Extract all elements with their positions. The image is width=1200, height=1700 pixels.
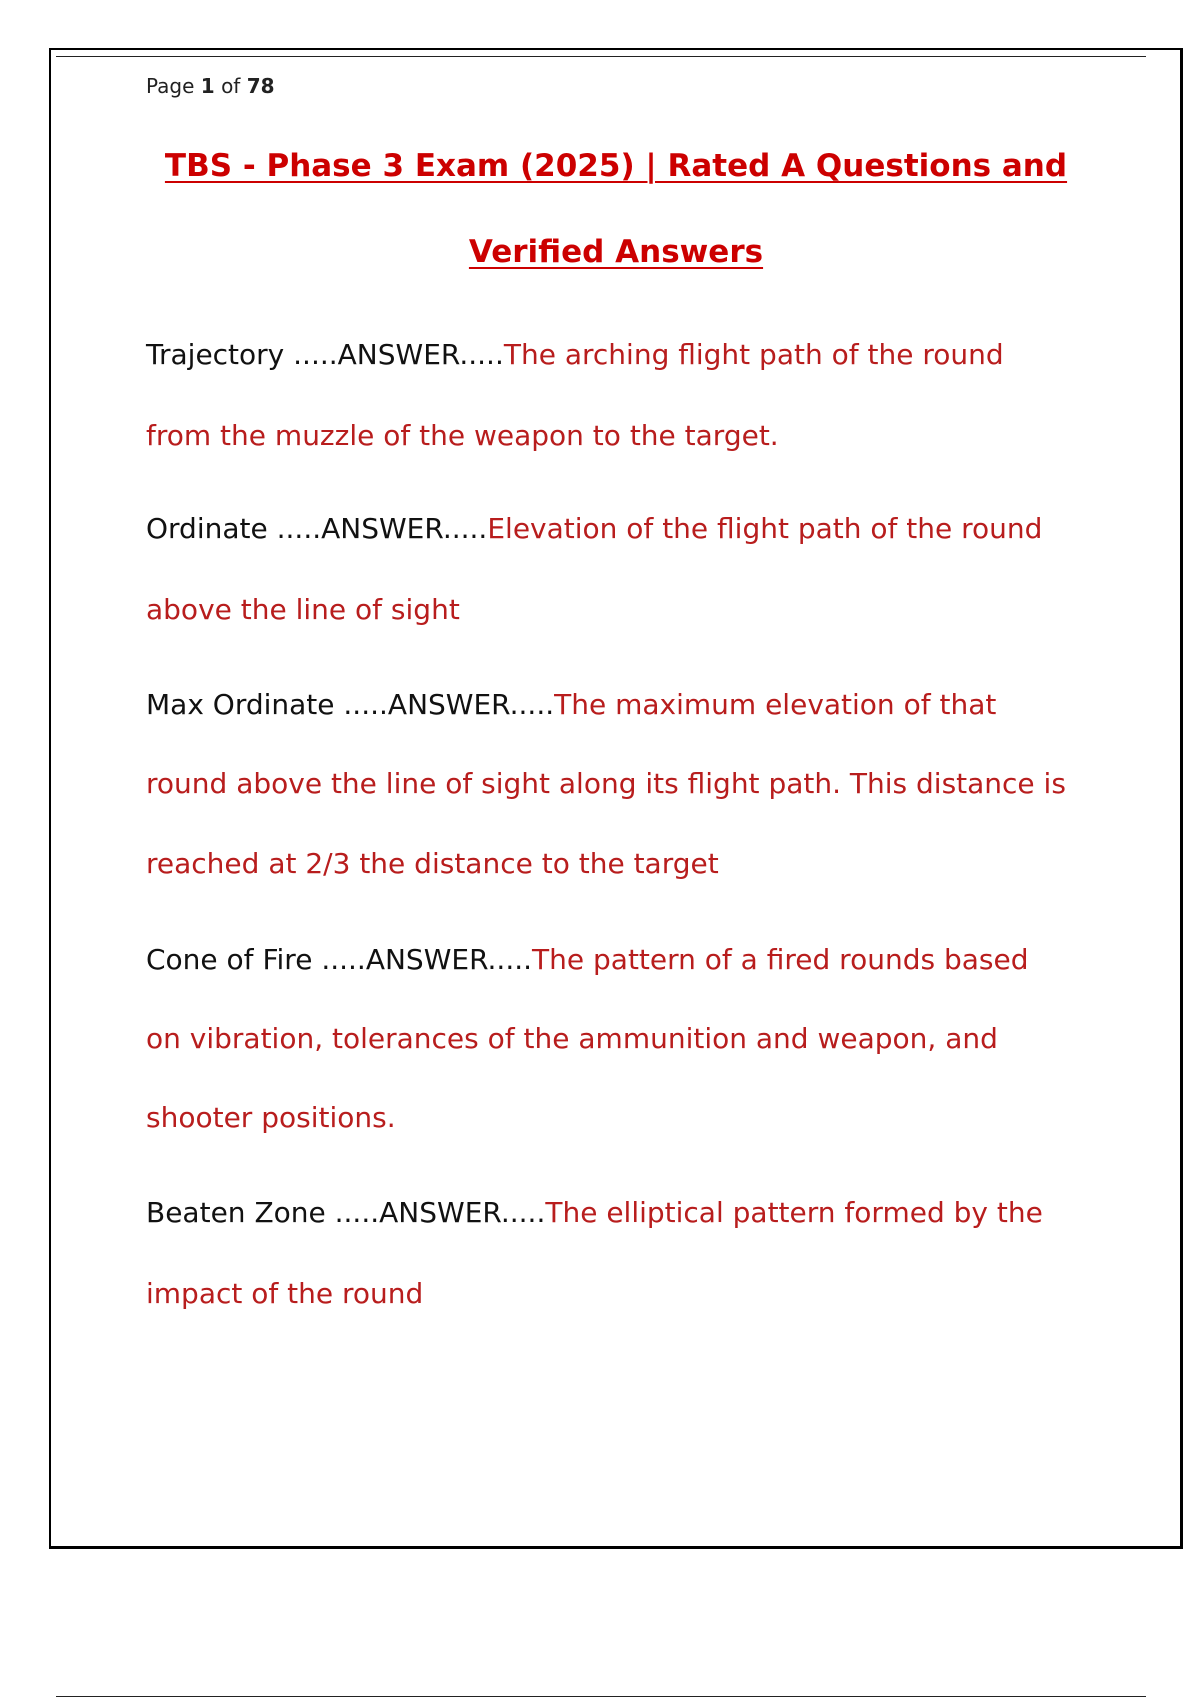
page-current: 1 [200,74,215,98]
page-label: Page [146,74,195,98]
document-title-line-2: Verified Answers [468,234,764,270]
document-title-line-1: TBS - Phase 3 Exam (2025) | Rated A Questions and [164,148,1068,184]
qa-3-line-1 [146,688,996,721]
qa-1-answer-part-1: The arching flight path of the round [503,338,1004,371]
qa-1-line-1 [146,338,1004,371]
qa-4-line-3 [146,1101,396,1134]
qa-4-line-2 [146,1022,998,1055]
page-of-label: of [221,74,241,98]
qa-4-term: Cone of Fire .....ANSWER..... [146,943,533,976]
qa-3-answer-part-1: The maximum elevation of that [554,688,997,721]
qa-3-line-3 [146,847,719,880]
qa-5-answer-part-1: The elliptical pattern formed by the [545,1196,1043,1229]
qa-3-answer-part-2: round above the line of sight along its flight path. This distance is [146,767,1066,800]
page-total: 78 [246,74,275,98]
qa-4-answer-part-2: on vibration, tolerances of the ammunition and weapon, and [146,1022,998,1055]
page-number [146,74,275,98]
qa-4-line-1 [146,943,1028,976]
footer-rule [56,1696,1146,1697]
qa-3-line-2 [146,767,1066,800]
qa-1-term: Trajectory .....ANSWER..... [146,338,504,371]
qa-1-line-2 [146,419,779,452]
header-rule [56,56,1146,57]
qa-2-answer-part-2: above the line of sight [146,593,460,626]
qa-5-line-1 [146,1196,1043,1229]
qa-3-answer-part-3: reached at 2/3 the distance to the target [146,847,719,880]
qa-2-term: Ordinate .....ANSWER..... [146,512,488,545]
qa-2-line-1 [146,512,1042,545]
qa-5-answer-part-2: impact of the round [146,1277,424,1310]
qa-4-answer-part-1: The pattern of a fired rounds based [532,943,1029,976]
qa-1-answer-part-2: from the muzzle of the weapon to the target. [146,419,779,452]
qa-3-term: Max Ordinate .....ANSWER..... [146,688,555,721]
qa-2-answer-part-1: Elevation of the flight path of the round [487,512,1043,545]
qa-5-line-2 [146,1277,423,1310]
qa-2-line-2 [146,593,460,626]
qa-5-term: Beaten Zone .....ANSWER..... [146,1196,546,1229]
qa-4-answer-part-3: shooter positions. [146,1101,396,1134]
